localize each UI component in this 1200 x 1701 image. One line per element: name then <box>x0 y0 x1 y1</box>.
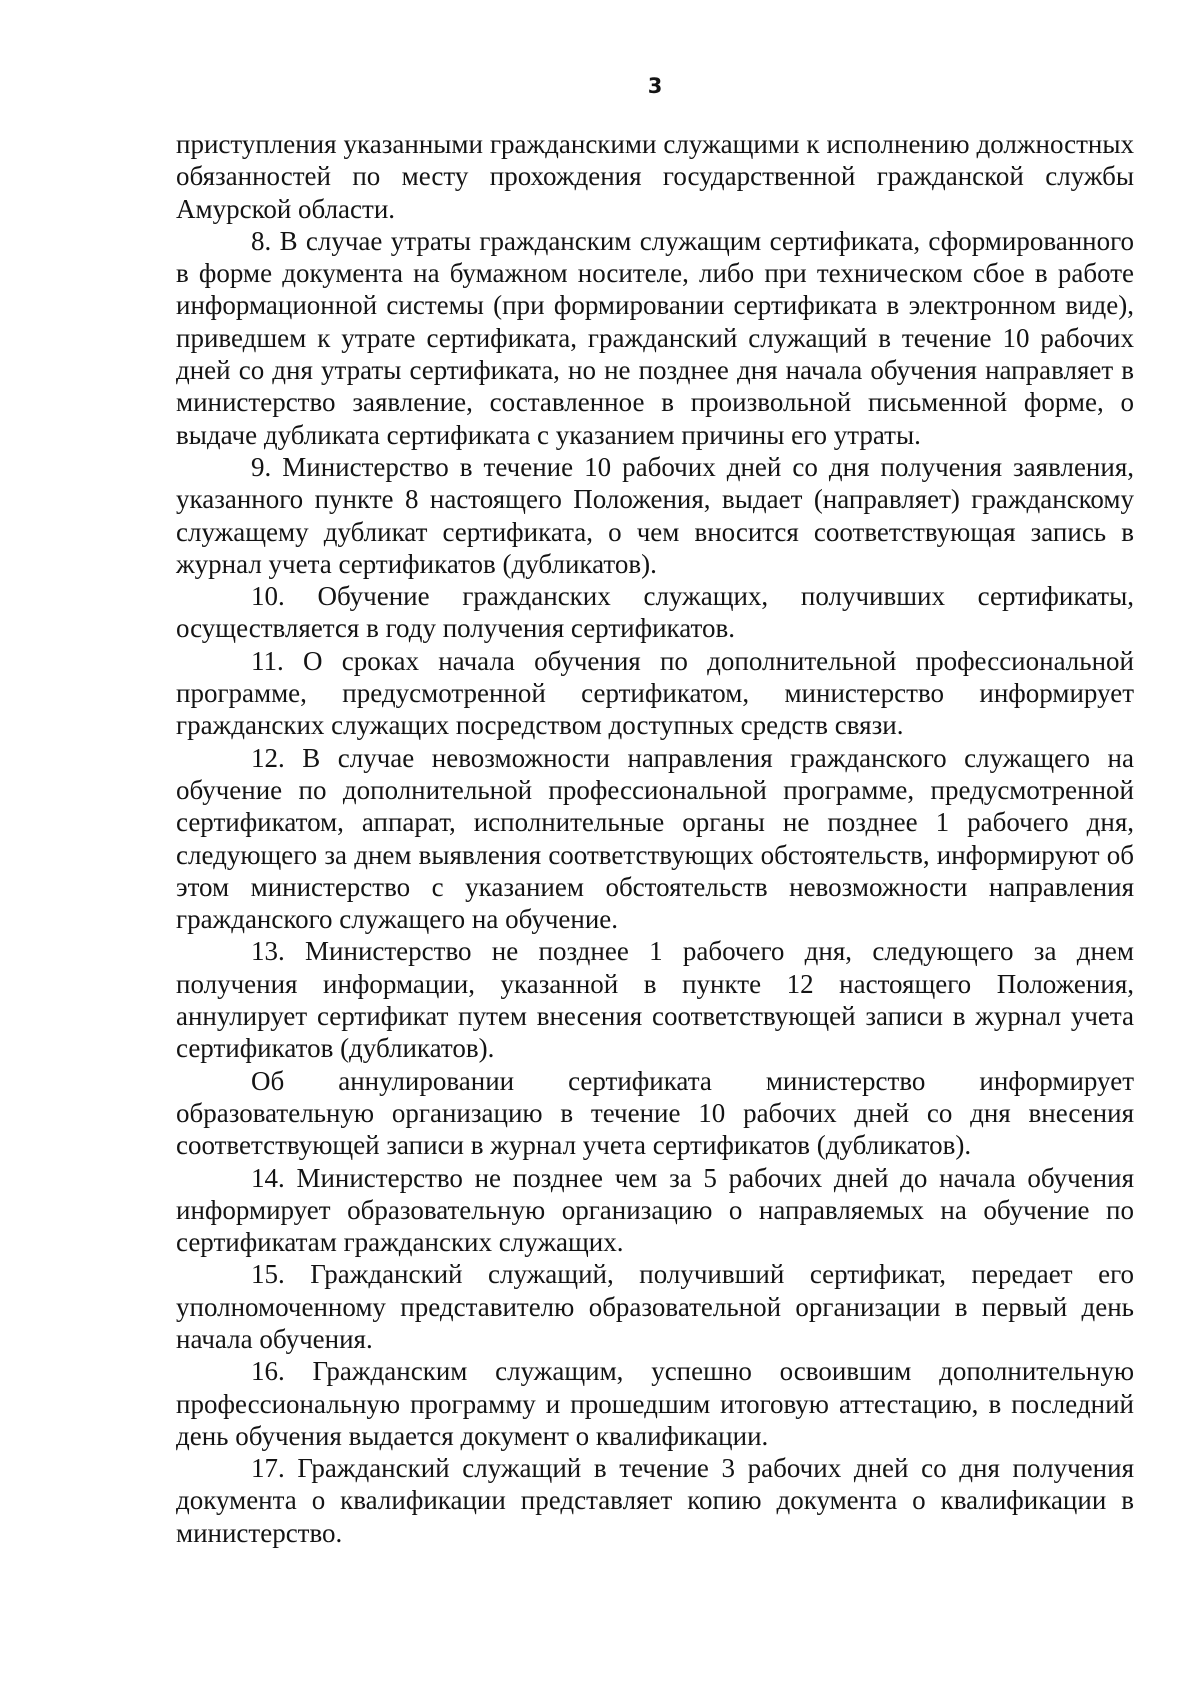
paragraph-continuation: приступления указанными гражданскими служащими к исполнению должностных обязанностей по месту прохождения государственной гражданской службы Амурской области. <box>176 129 1134 224</box>
paragraph-8: 8. В случае утраты гражданским служащим сертификата, сформированного в форме документа на бумажном носителе, либо при техническом сбое в работе информационной системы (при формировании сертификата в электронном виде), приведшем к утрате сертификата, гражданский служащий в течение 10 рабочих дней со дня утраты сертификата, но не позднее дня начала обучения направляет в министерство заявление, составленное в произвольной письменной форме, о выдаче дубликата сертификата с указанием причины его утраты. <box>176 225 1134 450</box>
paragraph-13: 13. Министерство не позднее 1 рабочего дня, следующего за днем получения информации, указанной в пункте 12 настоящего Положения, аннулирует сертификат путем внесения соответствующей записи в журнал учета сертификатов (дубликатов). <box>176 936 1134 1064</box>
paragraph-12: 12. В случае невозможности направления гражданского служащего на обучение по дополнительной профессиональной программе, предусмотренной сертификатом, аппарат, исполнительные органы не позднее 1 рабочего дня, следующего за днем выявления соответствующих обстоятельств, информируют об этом министерство с указанием обстоятельств невозможности направления гражданского служащего на обучение. <box>176 742 1134 935</box>
paragraph-14: 14. Министерство не позднее чем за 5 рабочих дней до начала обучения информирует образовательную организацию о направляемых на обучение по сертификатам гражданских служащих. <box>176 1162 1134 1258</box>
paragraph-13-annulment: Об аннулировании сертификата министерство информирует образовательную организацию в течение 10 рабочих дней со дня внесения соответствующей записи в журнал учета сертификатов (дубликатов). <box>176 1065 1134 1161</box>
page-number: 3 <box>647 74 663 98</box>
paragraph-16: 16. Гражданским служащим, успешно освоившим дополнительную профессиональную программу и прошедшим итоговую аттестацию, в последний день обучения выдается документ о квалификации. <box>176 1356 1134 1451</box>
paragraph-10: 10. Обучение гражданских служащих, получивших сертификаты, осуществляется в году получения сертификатов. <box>176 581 1134 644</box>
paragraph-17: 17. Гражданский служащий в течение 3 рабочих дней со дня получения документа о квалификации представляет копию документа о квалификации в министерство. <box>176 1453 1134 1548</box>
paragraph-15: 15. Гражданский служащий, получивший сертификат, передает его уполномоченному представителю образовательной организации в первый день начала обучения. <box>176 1259 1134 1354</box>
paragraph-9: 9. Министерство в течение 10 рабочих дней со дня получения заявления, указанного пункте 8 настоящего Положения, выдает (направляет) гражданскому служащему дубликат сертификата, о чем вносится соответствующая запись в журнал учета сертификатов (дубликатов). <box>176 451 1134 579</box>
document-body <box>176 128 1134 1549</box>
paragraph-11: 11. О сроках начала обучения по дополнительной профессиональной программе, предусмотренной сертификатом, министерство информирует гражданских служащих посредством доступных средств связи. <box>176 645 1134 741</box>
